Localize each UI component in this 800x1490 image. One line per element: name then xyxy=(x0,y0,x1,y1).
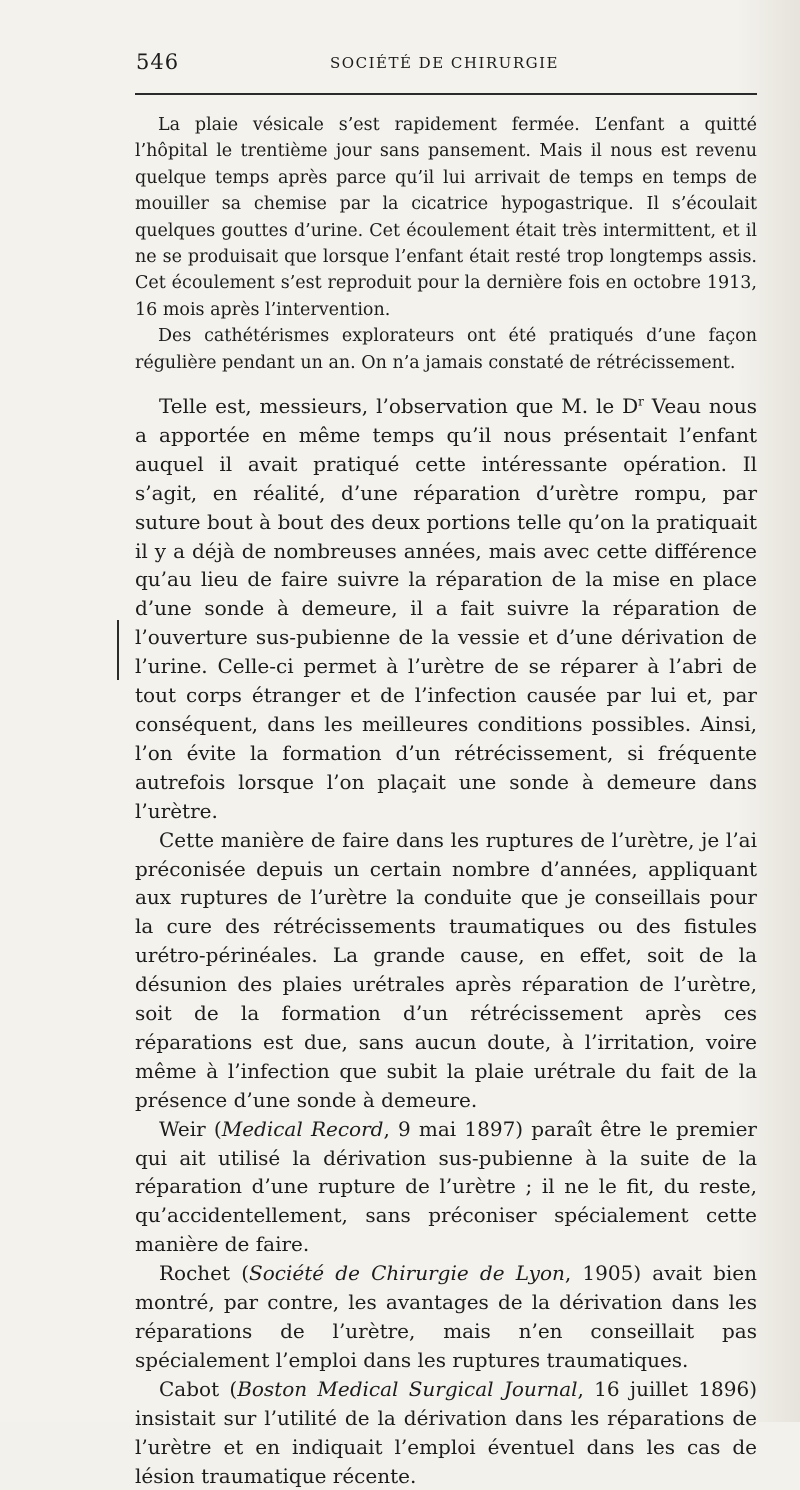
observation-paragraph: Des cathétérismes explorateurs ont été pratiqués d’une façon régulière pendant un an. On n’a jamais constaté de rétrécissement. xyxy=(135,326,757,373)
paragraph-5-start: Cabot ( xyxy=(159,1376,238,1401)
citation-boston-journal: Boston Medical Surgical Journal xyxy=(237,1376,578,1401)
paragraph-5-rest: , 16 juillet 1896) insistait sur l’utilité de la dérivation dans les réparations de l’urètre et en indiquait l’emploi éventuel dans les cas de lésion traumatique récente. xyxy=(135,1376,757,1488)
paragraph-4 xyxy=(135,1259,757,1375)
paragraph-3-rest: , 9 mai 1897) paraît être le premier qui ait utilisé la dérivation sus-pubienne à la suite de la réparation d’une rupture de l’urètre ; il ne le fit, du reste, qu’accidentellement, sans préconiser spécialement cette manière de faire. xyxy=(135,1116,757,1257)
paragraph-5 xyxy=(135,1375,757,1490)
running-head: SOCIÉTÉ DE CHIRURGIE xyxy=(330,54,559,72)
citation-societe-chirurgie-lyon: Société de Chirurgie de Lyon xyxy=(249,1261,565,1286)
paragraph-2: Cette manière de faire dans les ruptures de l’urètre, je l’ai préconisée depuis un certain nombre d’années, appliquant aux ruptures de l’urètre la conduite que je conseillais pour la cure des rétrécissements traumatiques ou des fistules urétro-périnéales. La grande cause, en effet, soit de la désunion des plaies urétrales après réparation de l’urètre, soit de la formation d’un rétrécissement après ces réparations est due, sans aucun doute, à l’irritation, voire même à l’infection que subit la plaie urétrale du fait de la présence d’une sonde à demeure. xyxy=(135,827,757,1112)
paragraph-1 xyxy=(135,392,757,826)
paragraph-4-rest: , 1905) avait bien montré, par contre, les avantages de la dérivation dans les réparations de l’urètre, mais n’en conseillait pas spécialement l’emploi dans les ruptures traumatiques. xyxy=(135,1261,757,1372)
paragraph-3-start: Weir ( xyxy=(159,1116,222,1141)
citation-medical-record: Medical Record xyxy=(221,1116,384,1141)
margin-mark xyxy=(117,620,119,680)
paragraph-1-rest: Veau nous a apportée en même temps qu’il nous présentait l’enfant auquel il avait pratiqué cette intéressante opération. Il s’agit, en réalité, d’une réparation d’urètre rompu, par suture bout à bout des deux portions telle qu’on la pratiquait il y a déjà de nombreuses années, mais avec cette différence qu’au lieu de faire suivre la réparation de la mise en place d’une sonde à demeure, il a fait suivre la réparation de l’ouverture sus-pubienne de la vessie et d’une dérivation de l’urine. Celle-ci permet à l’urètre de se réparer à l’abri de tout corps étranger et de l’infection causée par lui et, par conséquent, dans les meilleures conditions possibles. Ainsi, l’on évite la formation d’un rétrécissement, si fréquente autrefois lorsque l’on plaçait une sonde à demeure dans l’urètre. xyxy=(135,394,757,823)
page-number: 546 xyxy=(136,50,180,74)
paragraph-3 xyxy=(135,1115,757,1260)
paragraph-1-start: Telle est, messieurs, l’observation que M. le D xyxy=(159,394,639,418)
main-text xyxy=(135,392,757,1490)
page-header xyxy=(132,50,757,80)
paragraph-4-start: Rochet ( xyxy=(159,1261,250,1286)
observation-text xyxy=(135,112,757,376)
observation-paragraph: La plaie vésicale s’est rapidement fermée. L’enfant a quitté l’hôpital le trentième jour sans pansement. Mais il nous est revenu quelque temps après parce qu’il lui arrivait de temps en temps de mouiller sa chemise par la cicatrice hypogastrique. Il s’écoulait quelques gouttes d’urine. Cet écoulement était très intermittent, et il ne se produisait que lorsque l’enfant était resté trop longtemps assis. Cet écoulement s’est reproduit pour la dernière fois en octobre 1913, 16 mois après l’intervention. xyxy=(135,115,757,320)
header-rule xyxy=(135,93,757,95)
doctor-abbrev-sup: r xyxy=(638,394,644,409)
